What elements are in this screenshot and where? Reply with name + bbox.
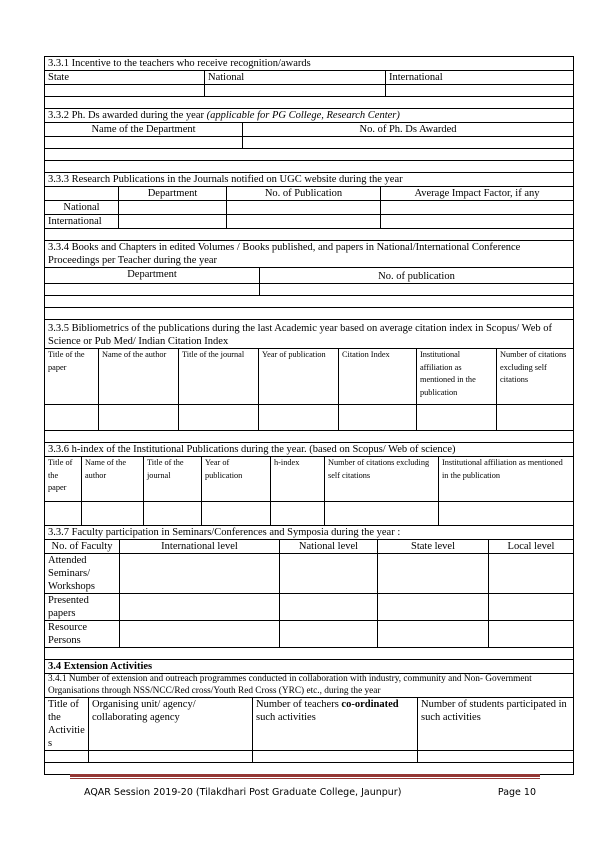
col-header-paper-title: Title of the paper bbox=[45, 457, 82, 502]
page-number: Page 10 bbox=[497, 787, 536, 798]
col-header-local: Local level bbox=[489, 540, 574, 554]
empty-cell bbox=[205, 85, 386, 97]
empty-cell bbox=[119, 215, 227, 229]
empty-cell bbox=[280, 594, 378, 621]
section-heading-3-4: 3.4 Extension Activities bbox=[45, 660, 574, 674]
col-header-organising-unit: Organising unit/ agency/ collaborating agency bbox=[89, 698, 253, 751]
spacer-row bbox=[45, 763, 574, 775]
col-header-journal: Title of the journal bbox=[144, 457, 202, 502]
col-header-author: Name of the author bbox=[82, 457, 144, 502]
empty-cell bbox=[227, 201, 381, 215]
empty-cell bbox=[45, 751, 89, 763]
empty-cell bbox=[386, 85, 574, 97]
col-header-journal: Title of the journal bbox=[179, 349, 259, 405]
empty-cell bbox=[99, 405, 179, 431]
col-header-international: International level bbox=[120, 540, 280, 554]
empty-cell bbox=[120, 554, 280, 594]
empty-cell bbox=[271, 502, 325, 526]
document-page bbox=[44, 56, 574, 775]
table-3-4-1 bbox=[44, 697, 574, 775]
table-3-3-5 bbox=[44, 348, 574, 457]
spacer-row bbox=[45, 149, 574, 161]
col-header-students: Number of students participated in such activities bbox=[418, 698, 574, 751]
empty-cell bbox=[280, 621, 378, 648]
col-header-state: State bbox=[45, 71, 205, 85]
col-header-department: Department bbox=[45, 268, 260, 284]
spacer-row bbox=[45, 648, 574, 660]
spacer-row bbox=[45, 431, 574, 443]
footer-rule bbox=[70, 774, 540, 777]
empty-cell bbox=[260, 284, 574, 296]
table-3-3-3 bbox=[44, 186, 574, 268]
table-3-3-1 bbox=[44, 56, 574, 123]
col-header-teachers bbox=[253, 698, 418, 751]
empty-cell bbox=[45, 85, 205, 97]
empty-cell bbox=[339, 405, 417, 431]
col-header-department: Department bbox=[119, 187, 227, 201]
empty-cell bbox=[82, 502, 144, 526]
empty-cell bbox=[489, 554, 574, 594]
empty-cell bbox=[418, 751, 574, 763]
col-header-impact-factor: Average Impact Factor, if any bbox=[381, 187, 574, 201]
empty-cell bbox=[259, 405, 339, 431]
col-header-citations: Number of citations excluding self citations bbox=[497, 349, 574, 405]
col-header-publications: No. of Publication bbox=[227, 187, 381, 201]
col-header-h-index: h-index bbox=[271, 457, 325, 502]
empty-cell bbox=[45, 405, 99, 431]
col-header-paper-title: Title of the paper bbox=[45, 349, 99, 405]
empty-cell bbox=[378, 621, 489, 648]
empty-cell bbox=[227, 215, 381, 229]
table-3-3-4 bbox=[44, 267, 574, 349]
empty-cell bbox=[45, 284, 260, 296]
spacer-row bbox=[45, 229, 574, 241]
col-header-faculty: No. of Faculty bbox=[45, 540, 120, 554]
col-header-activity-title: Title of the Activitie s bbox=[45, 698, 89, 751]
col-header-state: State level bbox=[378, 540, 489, 554]
empty-cell bbox=[45, 187, 119, 201]
empty-cell bbox=[381, 215, 574, 229]
col-header-year: Year of publication bbox=[259, 349, 339, 405]
empty-cell bbox=[280, 554, 378, 594]
table-3-3-2 bbox=[44, 122, 574, 187]
section-title-3-3-2 bbox=[45, 109, 574, 123]
spacer-row bbox=[45, 296, 574, 308]
col-header-citation-index: Citation Index bbox=[339, 349, 417, 405]
empty-cell bbox=[497, 405, 574, 431]
col-header-publications: No. of publication bbox=[260, 268, 574, 284]
empty-cell bbox=[120, 594, 280, 621]
empty-cell bbox=[179, 405, 259, 431]
section-title-3-3-6: 3.3.6 h-index of the Institutional Publications during the year. (based on Scopus/ Web of science) bbox=[45, 443, 574, 457]
footer-rule-thin bbox=[70, 778, 540, 779]
empty-cell bbox=[253, 751, 418, 763]
footer-title: AQAR Session 2019-20 (Tilakdhari Post Graduate College, Jaunpur) bbox=[84, 787, 402, 798]
empty-cell bbox=[119, 201, 227, 215]
row-label-international: International bbox=[45, 215, 119, 229]
col-header-international: International bbox=[386, 71, 574, 85]
page-footer bbox=[70, 774, 540, 798]
empty-cell bbox=[45, 137, 243, 149]
section-title-3-3-4: 3.3.4 Books and Chapters in edited Volumes / Books published, and papers in National/International Conference Proceedings per Teacher during the year bbox=[45, 241, 574, 268]
section-title-3-3-1: 3.3.1 Incentive to the teachers who receive recognition/awards bbox=[45, 57, 574, 71]
row-label-national: National bbox=[45, 201, 119, 215]
section-title-3-4-1: 3.4.1 Number of extension and outreach programmes conducted in collaboration with industry, community and Non- Government Organisations through NSS/NCC/Red cross/Youth Red Cross (YRC) etc., during the year bbox=[45, 674, 574, 698]
title-note: (applicable for PG College, Research Center) bbox=[206, 110, 400, 121]
section-title-3-3-5: 3.3.5 Bibliometrics of the publications during the last Academic year based on average citation index in Scopus/ Web of Science or Pub Med/ Indian Citation Index bbox=[45, 320, 574, 349]
col-header-national: National level bbox=[280, 540, 378, 554]
empty-cell bbox=[381, 201, 574, 215]
empty-cell bbox=[325, 502, 439, 526]
col-header-author: Name of the author bbox=[99, 349, 179, 405]
col-header-year: Year of publication bbox=[202, 457, 271, 502]
empty-cell bbox=[489, 594, 574, 621]
spacer-row bbox=[45, 97, 574, 109]
empty-cell bbox=[120, 621, 280, 648]
col-header-citations: Number of citations excluding self citations bbox=[325, 457, 439, 502]
section-title-3-3-3: 3.3.3 Research Publications in the Journals notified on UGC website during the year bbox=[45, 173, 574, 187]
row-label-presented: Presented papers bbox=[45, 594, 120, 621]
empty-cell bbox=[439, 502, 574, 526]
empty-cell bbox=[378, 554, 489, 594]
col-header-national: National bbox=[205, 71, 386, 85]
empty-cell bbox=[144, 502, 202, 526]
title-text: 3.3.2 Ph. Ds awarded during the year bbox=[48, 110, 207, 121]
spacer-row bbox=[45, 308, 574, 320]
empty-cell bbox=[378, 594, 489, 621]
empty-cell bbox=[489, 621, 574, 648]
row-label-resource-persons: Resource Persons bbox=[45, 621, 120, 648]
col-header-teachers-bold: co-ordinated bbox=[341, 699, 399, 710]
table-3-3-7 bbox=[44, 539, 574, 698]
col-header-teachers-post: such activities bbox=[256, 712, 316, 723]
table-3-3-6 bbox=[44, 456, 574, 540]
col-header-teachers-pre: Number of teachers bbox=[256, 699, 342, 710]
col-header-affiliation: Institutional affiliation as mentioned in the publication bbox=[439, 457, 574, 502]
col-header-affiliation: Institutional affiliation as mentioned in the publication bbox=[417, 349, 497, 405]
row-label-attended: Attended Seminars/ Workshops bbox=[45, 554, 120, 594]
empty-cell bbox=[243, 137, 574, 149]
col-header-department: Name of the Department bbox=[45, 123, 243, 137]
col-header-phds: No. of Ph. Ds Awarded bbox=[243, 123, 574, 137]
spacer-row bbox=[45, 161, 574, 173]
empty-cell bbox=[417, 405, 497, 431]
section-title-3-3-7: 3.3.7 Faculty participation in Seminars/Conferences and Symposia during the year : bbox=[45, 526, 574, 540]
empty-cell bbox=[89, 751, 253, 763]
empty-cell bbox=[202, 502, 271, 526]
empty-cell bbox=[45, 502, 82, 526]
